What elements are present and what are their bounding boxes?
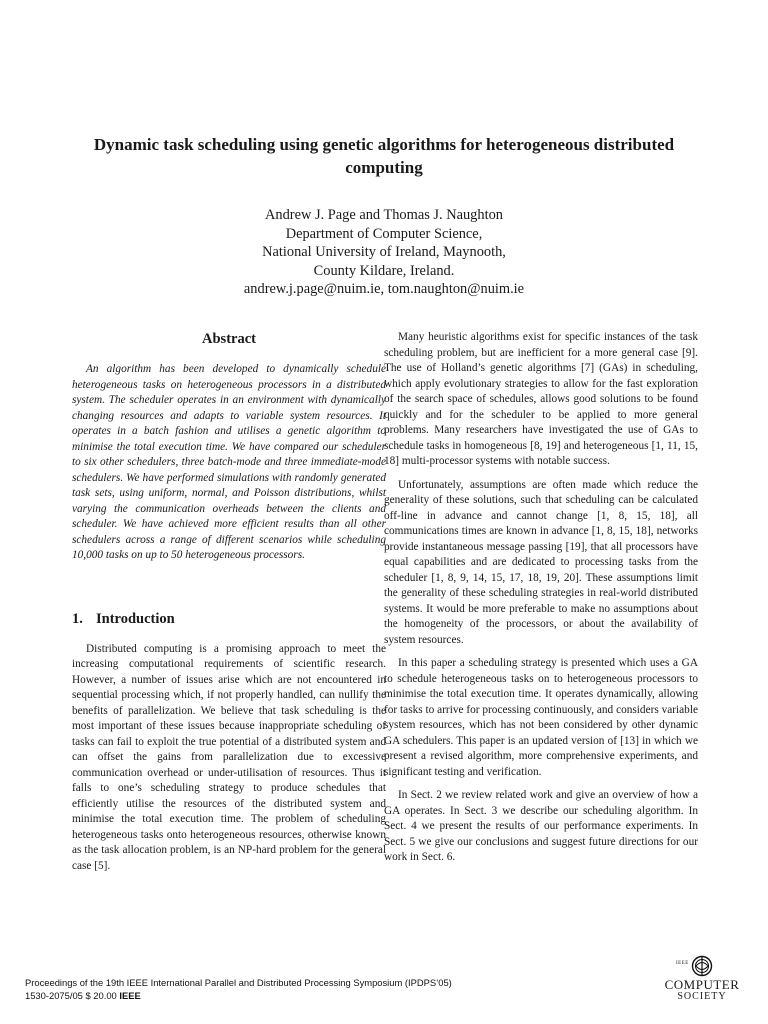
- intro-paragraph-4: In this paper a scheduling strategy is presented which uses a GA to schedule heterogeneous tasks on to heterogeneous processors to minimise the total execution time. It operates dynamically, allowing for tasks to arrive for processing continuously, and considers variable system resources, which has not been considered by other dynamic GA schedulers. This paper is an updated version of [13] in which we present a revised algorithm, more comprehensive experiments, and significant testing and verification.: [384, 657, 698, 778]
- left-column: [72, 330, 386, 882]
- paper-title: Dynamic task scheduling using genetic algorithms for heterogeneous distributed computing: [93, 135, 675, 177]
- section-number: 1.: [72, 610, 83, 627]
- proceedings-footer: [25, 976, 452, 1002]
- intro-paragraph-2: Many heuristic algorithms exist for specific instances of the task scheduling problem, but are inefficient for a more general case [9]. The use of Holland’s genetic algorithms [7] (GAs) in scheduling, which apply evolutionary strategies to allow for the fast exploration of the search space of schedules, allows good solutions to be found quickly and for the scheduler to be applied to more general problems. Many researchers have investigated the use of GAs to schedule tasks in homogeneous [8, 19] and heterogeneous [1, 11, 15, 18] multi-processor systems with notable success.: [384, 331, 698, 467]
- footer-issn: 1530-2075/05 $ 20.00: [25, 990, 120, 1001]
- intro-paragraph-1: Distributed computing is a promising approach to meet the increasing computational requirements of scientific research. However, a number of issues arise which are not encountered in sequential processing which, if not properly handled, can nullify the benefits of parallelization. We believe that task scheduling is the most important of these issues because inappropriate scheduling of tasks can fail to exploit the true potential of a distributed system and can offset the gains from parallelization due to excessive communication overhead or under-utilisation of resources. Thus it falls to one’s scheduling strategy to produce schedules that efficiently utilise the resources of the distributed system and minimise the total execution time. The problem of scheduling heterogeneous tasks onto heterogeneous resources, otherwise known as the task allocation problem, is an NP-hard problem for the general case [5].: [72, 642, 386, 872]
- abstract-heading: Abstract: [202, 331, 256, 347]
- logo-society-text: SOCIETY: [677, 991, 727, 1002]
- author-department: Department of Computer Science,: [285, 225, 483, 242]
- author-emails: andrew.j.page@nuim.ie, tom.naughton@nuim.ie: [243, 281, 525, 297]
- section-title: Introduction: [96, 610, 175, 627]
- logo-computer-text: COMPUTER: [664, 977, 740, 992]
- footer-ieee: IEEE: [119, 990, 141, 1001]
- footer-issn-line: [25, 989, 452, 1002]
- author-names: Andrew J. Page and Thomas J. Naughton: [265, 207, 503, 223]
- author-location: County Kildare, Ireland.: [313, 262, 455, 279]
- author-block: [160, 206, 608, 299]
- intro-paragraph-3: Unfortunately, assumptions are often made which reduce the generality of these solutions, such that scheduling can be calculated off-line in advance and cannot change [1, 8, 15, 18], all communications times are known in advance [1, 8, 15, 18], networks provide instantaneous message passing [19], that all processors have equal capabilities and are dedicated to processing tasks from the scheduler [1, 8, 9, 14, 15, 17, 18, 19, 20]. These assumptions limit the generality of these scheduling strategies in real-world distributed systems. It would be more preferable to make no assumptions about the homogeneity of the processors, or about the availability of system resources.: [384, 478, 698, 646]
- computer-society-logo: [660, 955, 744, 1007]
- author-university: National University of Ireland, Maynooth,: [262, 244, 506, 260]
- footer-proceedings-line: Proceedings of the 19th IEEE International Parallel and Distributed Processing Symposium (IPDPS’05): [25, 977, 452, 988]
- logo-ieee-text: IEEE: [676, 961, 689, 966]
- section-heading-introduction: [72, 610, 386, 628]
- intro-paragraph-5: In Sect. 2 we review related work and give an overview of how a GA operates. In Sect. 3 we describe our scheduling algorithm. In Sect. 4 we present the results of our performance experiments. In Sect. 5 we give our conclusions and suggest future directions for our work in Sect. 6.: [384, 789, 698, 863]
- abstract-text: An algorithm has been developed to dynamically schedule heterogeneous tasks on heterogeneous processors in a distributed system. The scheduler operates in an environment with dynamically changing resources and adapts to variable system resources. It operates in a batch fashion and utilises a genetic algorithm to minimise the total execution time. We have compared our scheduler to six other schedulers, three batch-mode and three immediate-mode schedulers. We have performed simulations with randomly generated task sets, using uniform, normal, and Poisson distributions, whilst varying the communication overheads between the clients and scheduler. We have achieved more efficient results than all other schedulers across a range of different scenarios while scheduling 10,000 tasks on up to 50 heterogeneous processors.: [72, 363, 386, 561]
- ieee-emblem-icon: [691, 955, 713, 977]
- right-column: [384, 330, 698, 874]
